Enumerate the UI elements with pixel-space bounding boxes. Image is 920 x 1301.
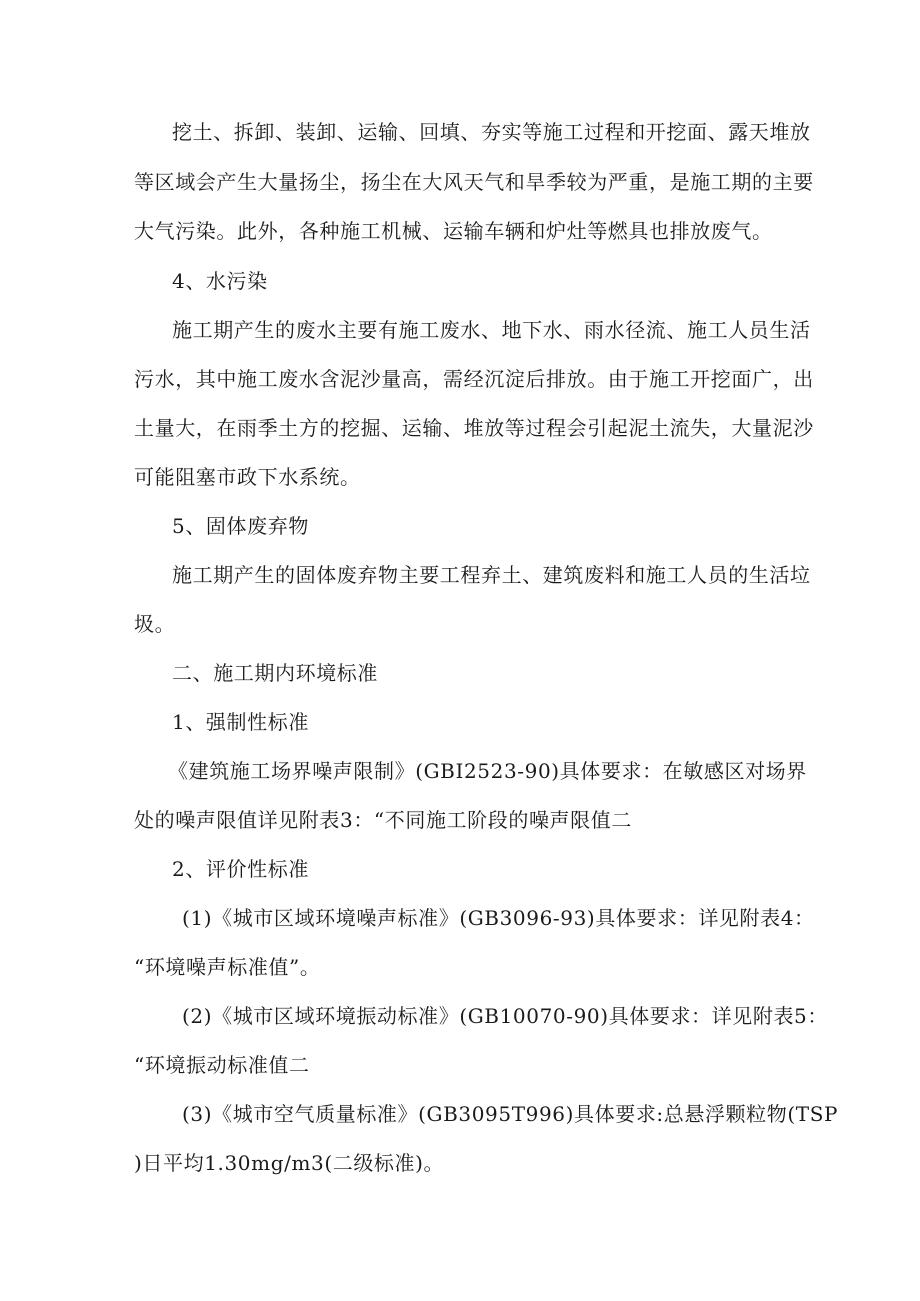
- paragraph-line: 施工期产生的固体废弃物主要工程弃土、建筑废料和施工人员的生活垃: [172, 563, 811, 587]
- paragraph-line: (3)《城市空气质量标准》(GB3095T996)具体要求:总悬浮颗粒物(TSP: [182, 1102, 839, 1126]
- paragraph-line: 圾。: [134, 612, 176, 636]
- paragraph-line: 处的噪声限值详见附表3：“不同施工阶段的噪声限值二: [134, 808, 632, 832]
- section-heading: 二、施工期内环境标准: [172, 661, 378, 685]
- paragraph-line: (1)《城市区域环境噪声标准》(GB3096-93)具体要求：详见附表4：: [182, 906, 815, 930]
- paragraph-line: 等区域会产生大量扬尘，扬尘在大风天气和旱季较为严重，是施工期的主要: [134, 170, 814, 194]
- paragraph-line: 大气污染。此外，各种施工机械、运输车辆和炉灶等燃具也排放废气。: [134, 219, 773, 243]
- paragraph-line: 《建筑施工场界噪声限制》(GBI2523-90)具体要求：在敏感区对场界: [168, 759, 807, 783]
- paragraph-line: 污水，其中施工废水含泥沙量高，需经沉淀后排放。由于施工开挖面广，出: [134, 367, 814, 391]
- section-heading: 1、强制性标准: [172, 710, 309, 734]
- paragraph-line: 挖土、拆卸、装卸、运输、回填、夯实等施工过程和开挖面、露天堆放: [172, 120, 811, 144]
- section-heading: 2、评价性标准: [172, 857, 309, 881]
- paragraph-line: “环境振动标准值二: [134, 1053, 310, 1077]
- paragraph-line: “环境噪声标准值”。: [134, 955, 321, 979]
- paragraph-line: 施工期产生的废水主要有施工废水、地下水、雨水径流、施工人员生活: [172, 318, 811, 342]
- section-heading: 4、水污染: [172, 269, 268, 293]
- section-heading: 5、固体废弃物: [172, 514, 309, 538]
- paragraph-line: )日平均1.30mg/m3(二级标准)。: [134, 1151, 445, 1175]
- paragraph-line: 土量大，在雨季土方的挖掘、运输、堆放等过程会引起泥土流失，大量泥沙: [134, 416, 814, 440]
- paragraph-line: (2)《城市区域环境振动标准》(GB10070-90)具体要求：详见附表5：: [182, 1004, 828, 1028]
- paragraph-line: 可能阻塞市政下水系统。: [134, 465, 361, 489]
